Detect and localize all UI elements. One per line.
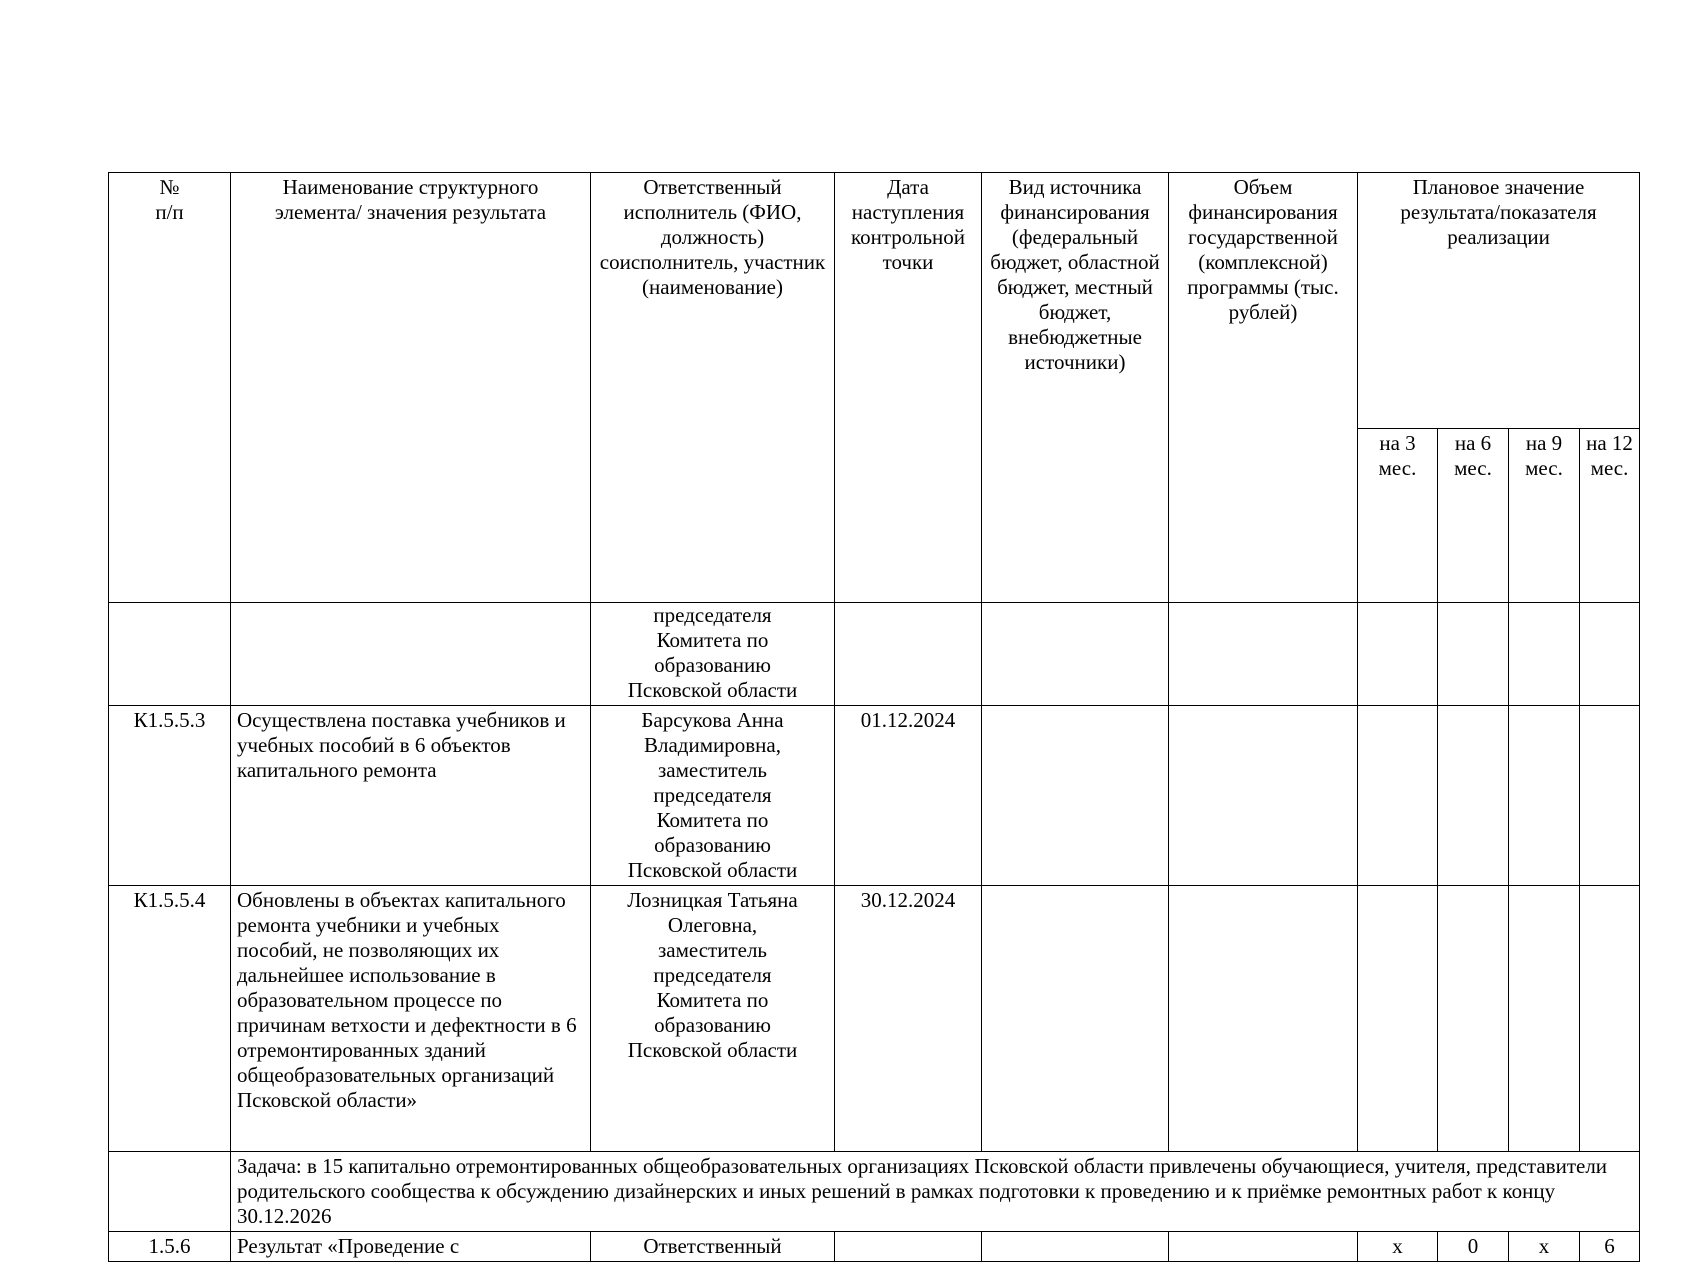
header-num: № п/п [109,173,231,603]
row-num: К1.5.5.4 [109,886,231,1152]
header-planned: Плановое значение результата/показателя реализации [1358,173,1640,429]
header-m9: на 9 мес. [1509,429,1580,603]
row-m12 [1580,886,1640,1152]
result-row [109,1232,1640,1262]
row-volume [1169,886,1358,1152]
table-row [109,603,1640,706]
table-row [109,886,1640,1152]
header-m12: на 12 мес. [1580,429,1640,603]
row-m12 [1580,706,1640,886]
result-date [835,1232,982,1262]
header-volume: Объем финансирования государственной (комплексной) программы (тыс. рублей) [1169,173,1358,603]
row-date: 30.12.2024 [835,886,982,1152]
row-m3 [1358,886,1438,1152]
row-date: 01.12.2024 [835,706,982,886]
row-name [231,603,591,706]
task-text: Задача: в 15 капитально отремонтированных общеобразовательных организациях Псковской области привлечены обучающиеся, учителя, представители родительского сообщества к обсуждению дизайнерских и иных решений в рамках подготовки к проведению и к приёмке ремонтных работ к концу 30.12.2026 [231,1152,1640,1232]
header-source: Вид источника финансирования (федеральный бюджет, областной бюджет, местный бюджет, внебюджетные источники) [982,173,1169,603]
result-volume [1169,1232,1358,1262]
row-m6 [1438,603,1509,706]
row-num: К1.5.5.3 [109,706,231,886]
row-source [982,706,1169,886]
row-source [982,886,1169,1152]
row-m9 [1509,706,1580,886]
row-responsible: Барсукова Анна Владимировна, заместитель председателя Комитета по образованию Псковской области [591,706,835,886]
header-date: Дата наступления контрольной точки [835,173,982,603]
header-m3: на 3 мес. [1358,429,1438,603]
header-responsible: Ответственный исполнитель (ФИО, должность) соисполнитель, участник (наименование) [591,173,835,603]
result-source [982,1232,1169,1262]
row-date [835,603,982,706]
row-m3 [1358,603,1438,706]
result-m6: 0 [1438,1232,1509,1262]
row-m6 [1438,886,1509,1152]
row-m3 [1358,706,1438,886]
row-responsible: председателя Комитета по образованию Псковской области [591,603,835,706]
header-m6: на 6 мес. [1438,429,1509,603]
row-m9 [1509,603,1580,706]
header-name: Наименование структурного элемента/ значения результата [231,173,591,603]
result-m3: х [1358,1232,1438,1262]
row-responsible: Лозницкая Татьяна Олеговна, заместитель председателя Комитета по образованию Псковской области [591,886,835,1152]
task-num [109,1152,231,1232]
result-m9: х [1509,1232,1580,1262]
row-volume [1169,706,1358,886]
row-volume [1169,603,1358,706]
row-num [109,603,231,706]
result-m12: 6 [1580,1232,1640,1262]
row-name: Обновлены в объектах капитального ремонта учебники и учебных пособий, не позволяющих их дальнейшее использование в образовательном процессе по причинам ветхости и дефектности в 6 отремонтированных зданий общеобразовательных организаций Псковской области» [231,886,591,1152]
result-num: 1.5.6 [109,1232,231,1262]
table-row [109,706,1640,886]
row-m9 [1509,886,1580,1152]
task-row [109,1152,1640,1232]
row-name: Осуществлена поставка учебников и учебных пособий в 6 объектов капитального ремонта [231,706,591,886]
result-responsible: Ответственный [591,1232,835,1262]
row-m6 [1438,706,1509,886]
row-source [982,603,1169,706]
result-name: Результат «Проведение с [231,1232,591,1262]
row-m12 [1580,603,1640,706]
header-row [109,173,1640,429]
plan-table [108,172,1640,1262]
